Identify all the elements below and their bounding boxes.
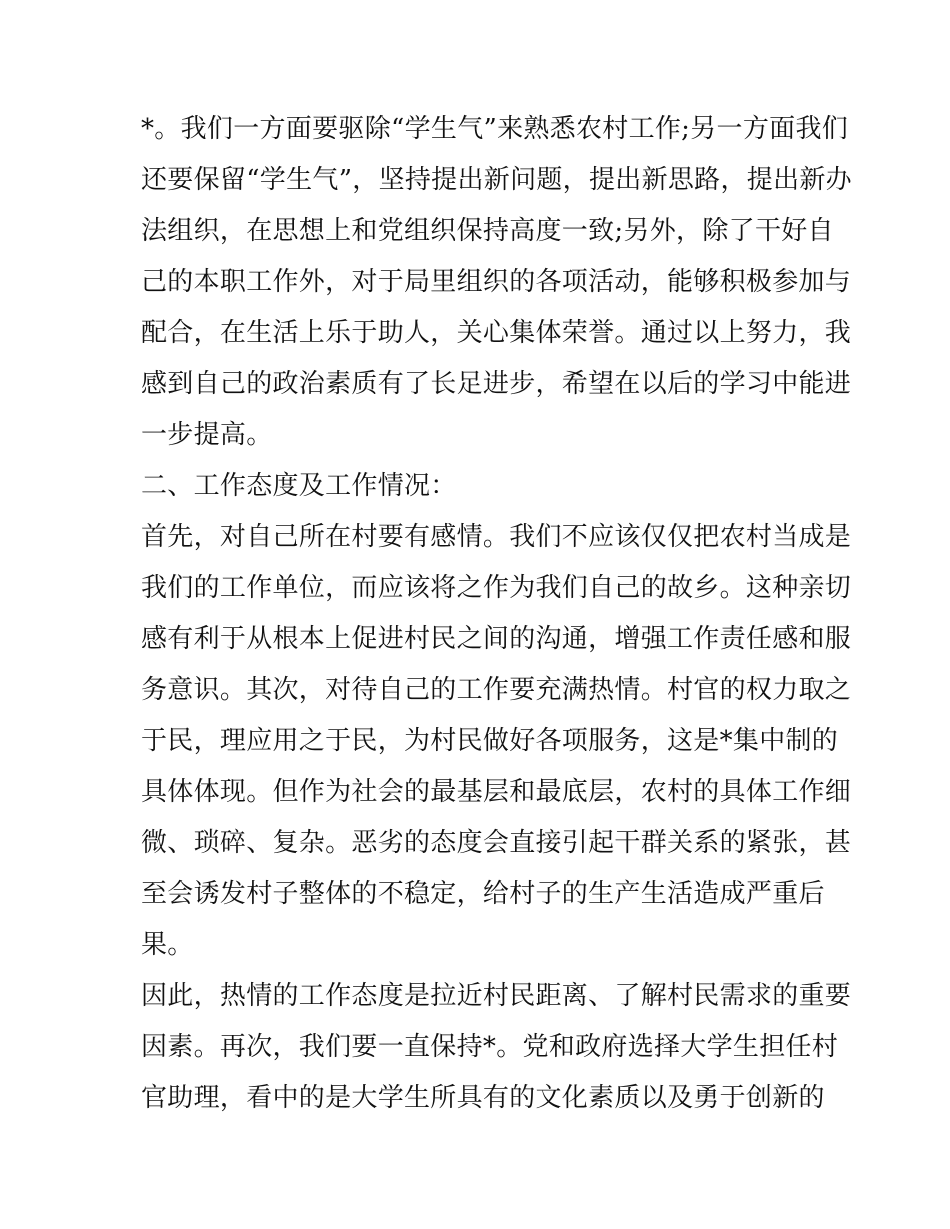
text-line: 感有利于从根本上促进村民之间的沟通，增强工作责任感和服 bbox=[141, 624, 852, 654]
text-line: 首先，对自己所在村要有感情。我们不应该仅仅把农村当成是 bbox=[141, 522, 852, 552]
text-line: 务意识。其次，对待自己的工作要充满热情。村官的权力取之 bbox=[141, 675, 852, 705]
text-line: 因素。再次，我们要一直保持*。党和政府选择大学生担任村 bbox=[141, 1032, 839, 1062]
text-line: 法组织，在思想上和党组织保持高度一致;另外，除了干好自 bbox=[141, 216, 834, 246]
text-line: 我们的工作单位，而应该将之作为我们自己的故乡。这种亲切 bbox=[141, 573, 852, 603]
text-line: 具体体现。但作为社会的最基层和最底层，农村的具体工作细 bbox=[141, 777, 852, 807]
text-line: 配合，在生活上乐于助人，关心集体荣誉。通过以上努力，我 bbox=[141, 318, 852, 348]
text-line: *。我们一方面要驱除“学生气”来熟悉农村工作;另一方面我们 bbox=[141, 114, 849, 144]
text-line: 于民，理应用之于民，为村民做好各项服务，这是*集中制的 bbox=[141, 726, 839, 756]
text-line: 至会诱发村子整体的不稳定，给村子的生产生活造成严重后 bbox=[141, 879, 825, 909]
text-line: 官助理，看中的是大学生所具有的文化素质以及勇于创新的 bbox=[141, 1083, 825, 1113]
text-line: 还要保留“学生气”，坚持提出新问题，提出新思路，提出新办 bbox=[141, 165, 852, 195]
text-line: 因此，热情的工作态度是拉近村民距离、了解村民需求的重要 bbox=[141, 981, 852, 1011]
section-heading: 二、工作态度及工作情况： bbox=[141, 471, 457, 501]
text-line: 感到自己的政治素质有了长足进步，希望在以后的学习中能进 bbox=[141, 369, 852, 399]
text-line: 微、琐碎、复杂。恶劣的态度会直接引起干群关系的紧张，甚 bbox=[141, 828, 852, 858]
text-line: 果。 bbox=[141, 930, 194, 960]
text-line: 己的本职工作外，对于局里组织的各项活动，能够积极参加与 bbox=[141, 267, 852, 297]
text-line: 一步提高。 bbox=[141, 420, 273, 450]
